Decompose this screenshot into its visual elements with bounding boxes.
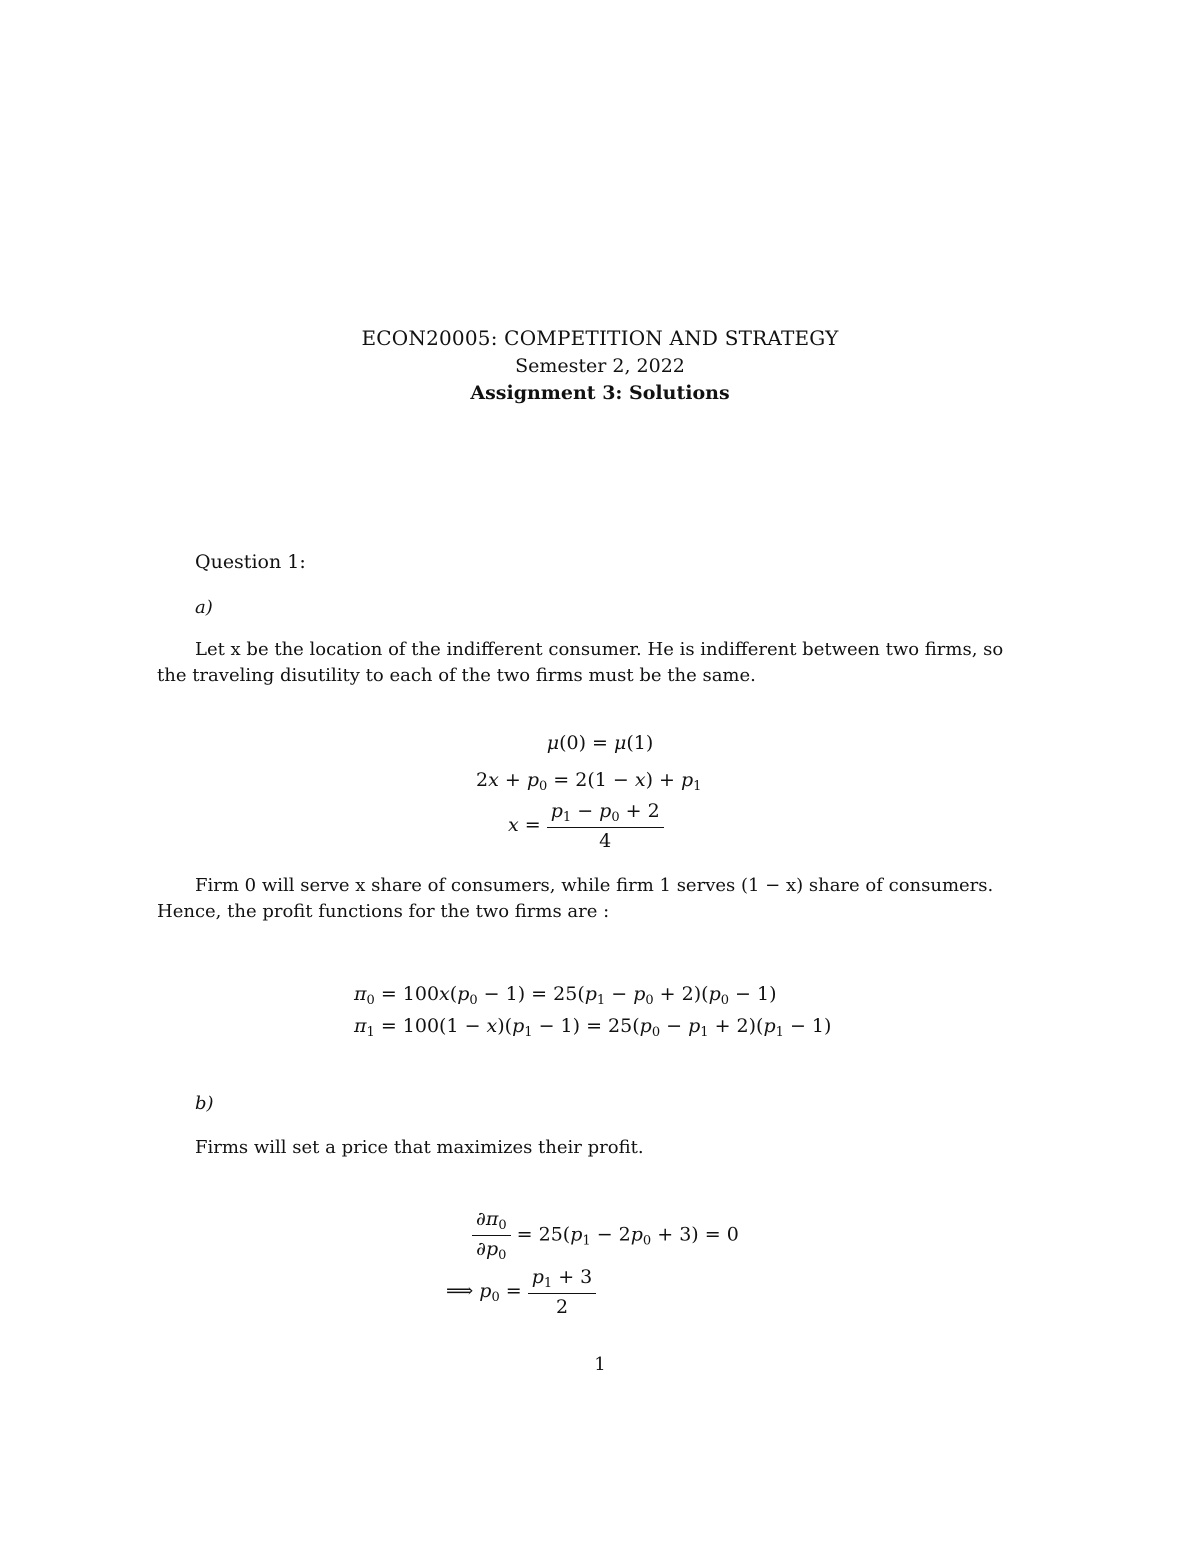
fraction-best-response: $\frac{p_1 + 3}{2}$ <box>528 1266 597 1318</box>
part-b-label: b) <box>195 1093 214 1114</box>
equation-first-order-condition: $\frac{\partial\pi_0}{\partial p_0}$ = $25(p_1 - 2p_0 + 3) = 0$ <box>472 1208 739 1263</box>
fraction-partial-derivative: $\frac{\partial\pi_0}{\partial p_0}$ <box>472 1208 511 1263</box>
fraction-x: $\frac{p_1 - p_0 + 2}{4}$ <box>547 800 664 852</box>
equation-profit-firm0: $\pi_0 = 100x(p_0 - 1) = 25(p_1 - p_0 + 2)(p_0 - 1)$ <box>354 983 777 1008</box>
part-a-serve-line2: Hence, the profit functions for the two firms are : <box>157 901 610 922</box>
question-heading: Question 1: <box>195 551 306 573</box>
equation-disutility: $2x + p_0 = 2(1 - x) + p_1$ <box>476 769 702 794</box>
equation-best-response: ⟹ $p_0$ = $\frac{p_1 + 3}{2}$ <box>446 1266 596 1318</box>
part-a-serve-line1: Firm 0 will serve x share of consumers, while firm 1 serves (1 − x) share of consumers. <box>195 875 994 896</box>
part-a-label: a) <box>195 597 213 618</box>
part-a-intro-line1: Let x be the location of the indifferent consumer. He is indifferent between two firms, so <box>195 639 1004 660</box>
course-title: ECON20005: COMPETITION AND STRATEGY <box>361 326 839 350</box>
page-number: 1 <box>594 1354 606 1375</box>
equation-profit-firm1: $\pi_1 = 100(1 - x)(p_1 - 1) = 25(p_0 - p_1 + 2)(p_1 - 1)$ <box>354 1015 832 1040</box>
part-a-intro-line2: the traveling disutility to each of the two firms must be the same. <box>157 665 756 686</box>
equation-indifference: μ(0) = μ(1) <box>546 732 654 754</box>
assignment-title: Assignment 3: Solutions <box>470 382 730 404</box>
equation-x-solution: x = $\frac{p_1 - p_0 + 2}{4}$ <box>508 800 664 852</box>
part-b-intro: Firms will set a price that maximizes their profit. <box>195 1137 644 1158</box>
semester-line: Semester 2, 2022 <box>515 355 685 377</box>
